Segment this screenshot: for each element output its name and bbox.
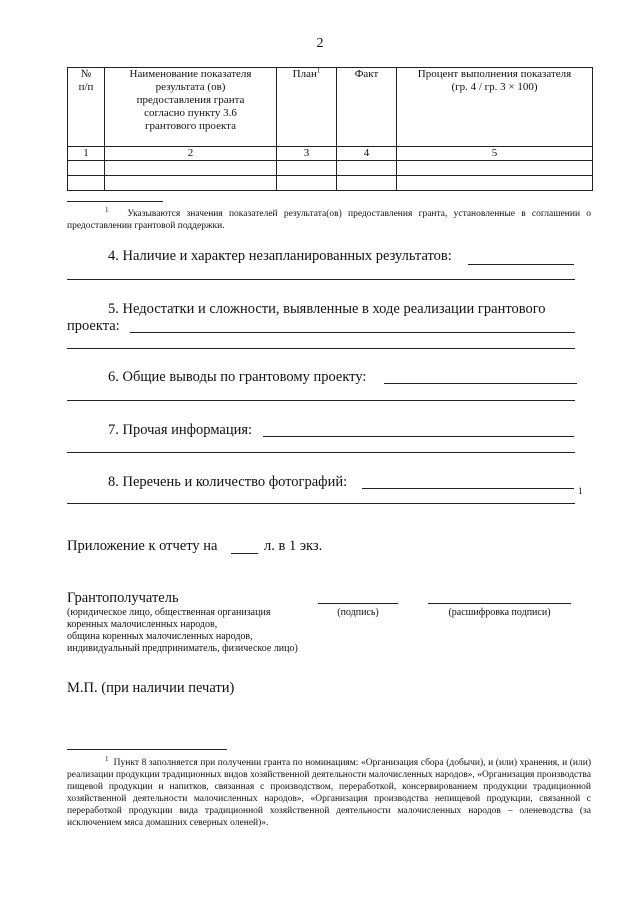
item-8-label: 8. Перечень и количество фотографий: bbox=[108, 474, 348, 490]
footnote-separator bbox=[67, 201, 163, 202]
item-8-footnote-mark: 1 bbox=[578, 487, 583, 497]
item-6-field[interactable] bbox=[384, 383, 577, 384]
item-5-label: 5. Недостатки и сложности, выявленные в ходе реализации грантового bbox=[108, 301, 546, 317]
footnote-2-separator bbox=[67, 749, 227, 750]
header-num bbox=[68, 68, 105, 147]
item-4-field[interactable] bbox=[468, 264, 574, 265]
item-5-line[interactable] bbox=[67, 348, 575, 349]
footnote-2-text: Пункт 8 заполняется при получении гранта по номинациям: «Организация сбора (добычи), и (или) хранения, и (или) реализации продукции традиционных видов хозяйственной деятельности малочисленных народов», «Организация производства пищевой продукции и напитков, связанная с производством, переработкой, консервированием продукции традиционной хозяйственной деятельности малочисленных народов», «Организация производства непищевой продукции, связанной с переработкой продукции вида традиционной хозяйственной деятельности малочисленных народов – оленеводства (за исключением мяса домашних северных оленей)». bbox=[67, 758, 591, 828]
item-5-field[interactable] bbox=[130, 332, 575, 333]
header-name bbox=[105, 68, 277, 147]
header-percent-line-2: (гр. 4 / гр. 3 × 100) bbox=[451, 81, 538, 93]
column-number: 3 bbox=[277, 147, 337, 161]
table-cell[interactable] bbox=[337, 176, 397, 191]
column-number-row bbox=[68, 147, 593, 161]
header-fact: Факт bbox=[337, 68, 397, 147]
column-number: 5 bbox=[397, 147, 593, 161]
results-table bbox=[67, 67, 593, 191]
table-header-row bbox=[68, 68, 593, 147]
grantee-desc-line-3: община коренных малочисленных народов, bbox=[67, 631, 253, 642]
plan-footnote-mark: 1 bbox=[316, 66, 321, 75]
header-plan bbox=[277, 68, 337, 147]
column-number: 2 bbox=[105, 147, 277, 161]
decryption-field[interactable] bbox=[428, 603, 571, 604]
appendix-suffix: л. в 1 экз. bbox=[264, 538, 323, 554]
header-name-line-5: грантового проекта bbox=[145, 120, 236, 132]
table-cell[interactable] bbox=[397, 176, 593, 191]
footnote-2-mark: 1 bbox=[105, 754, 109, 763]
decryption-caption: (расшифровка подписи) bbox=[448, 607, 551, 618]
header-num-line-2: п/п bbox=[78, 81, 94, 93]
header-name-line-2: результата (ов) bbox=[155, 81, 226, 93]
table-cell[interactable] bbox=[68, 161, 105, 176]
item-4-line[interactable] bbox=[67, 279, 575, 280]
header-name-line-3: предоставления гранта bbox=[136, 94, 245, 106]
grantee-desc-line-2: коренных малочисленных народов, bbox=[67, 619, 218, 630]
table-cell[interactable] bbox=[105, 161, 277, 176]
item-7-line[interactable] bbox=[67, 452, 575, 453]
footnote-1-text: Указываются значения показателей результата(ов) предоставления гранта, установленные в соглашении о предоставлении грантовой поддержки. bbox=[67, 209, 592, 231]
header-percent-line-1: Процент выполнения показателя bbox=[417, 68, 572, 80]
item-8-line[interactable] bbox=[67, 503, 575, 504]
page-number: 2 bbox=[316, 36, 324, 51]
grantee-desc-line-1: (юридическое лицо, общественная организация bbox=[67, 607, 271, 618]
item-7-field[interactable] bbox=[263, 436, 574, 437]
header-name-line-1: Наименование показателя bbox=[129, 68, 252, 80]
item-7-label: 7. Прочая информация: bbox=[108, 422, 253, 438]
item-8-field[interactable] bbox=[362, 488, 574, 489]
table-row bbox=[68, 176, 593, 191]
table-cell[interactable] bbox=[68, 176, 105, 191]
table-row bbox=[68, 161, 593, 176]
signature-caption: (подпись) bbox=[337, 607, 379, 618]
table-cell[interactable] bbox=[337, 161, 397, 176]
grantee-desc-line-4: индивидуальный предприниматель, физическое лицо) bbox=[67, 643, 298, 654]
appendix-prefix: Приложение к отчету на bbox=[67, 538, 218, 554]
item-6-label: 6. Общие выводы по грантовому проекту: bbox=[108, 369, 367, 385]
grantee-title: Грантополучатель bbox=[67, 590, 179, 606]
header-plan-label: План bbox=[292, 68, 317, 80]
seal-label: М.П. (при наличии печати) bbox=[67, 680, 235, 696]
header-name-line-4: согласно пункту 3.6 bbox=[144, 107, 237, 119]
column-number: 4 bbox=[337, 147, 397, 161]
item-6-line[interactable] bbox=[67, 400, 575, 401]
footnote-2 bbox=[67, 754, 591, 829]
header-num-line-1: № bbox=[80, 68, 92, 80]
header-percent bbox=[397, 68, 593, 147]
footnote-1-mark: 1 bbox=[105, 205, 109, 214]
footnote-1 bbox=[67, 205, 592, 232]
signature-field[interactable] bbox=[318, 603, 398, 604]
table-cell[interactable] bbox=[105, 176, 277, 191]
appendix-sheets-field[interactable] bbox=[231, 553, 258, 554]
column-number: 1 bbox=[68, 147, 105, 161]
table-cell[interactable] bbox=[397, 161, 593, 176]
item-5-label-cont: проекта: bbox=[67, 318, 120, 334]
table-cell[interactable] bbox=[277, 161, 337, 176]
table-cell[interactable] bbox=[277, 176, 337, 191]
item-4-label: 4. Наличие и характер незапланированных результатов: bbox=[108, 248, 452, 264]
